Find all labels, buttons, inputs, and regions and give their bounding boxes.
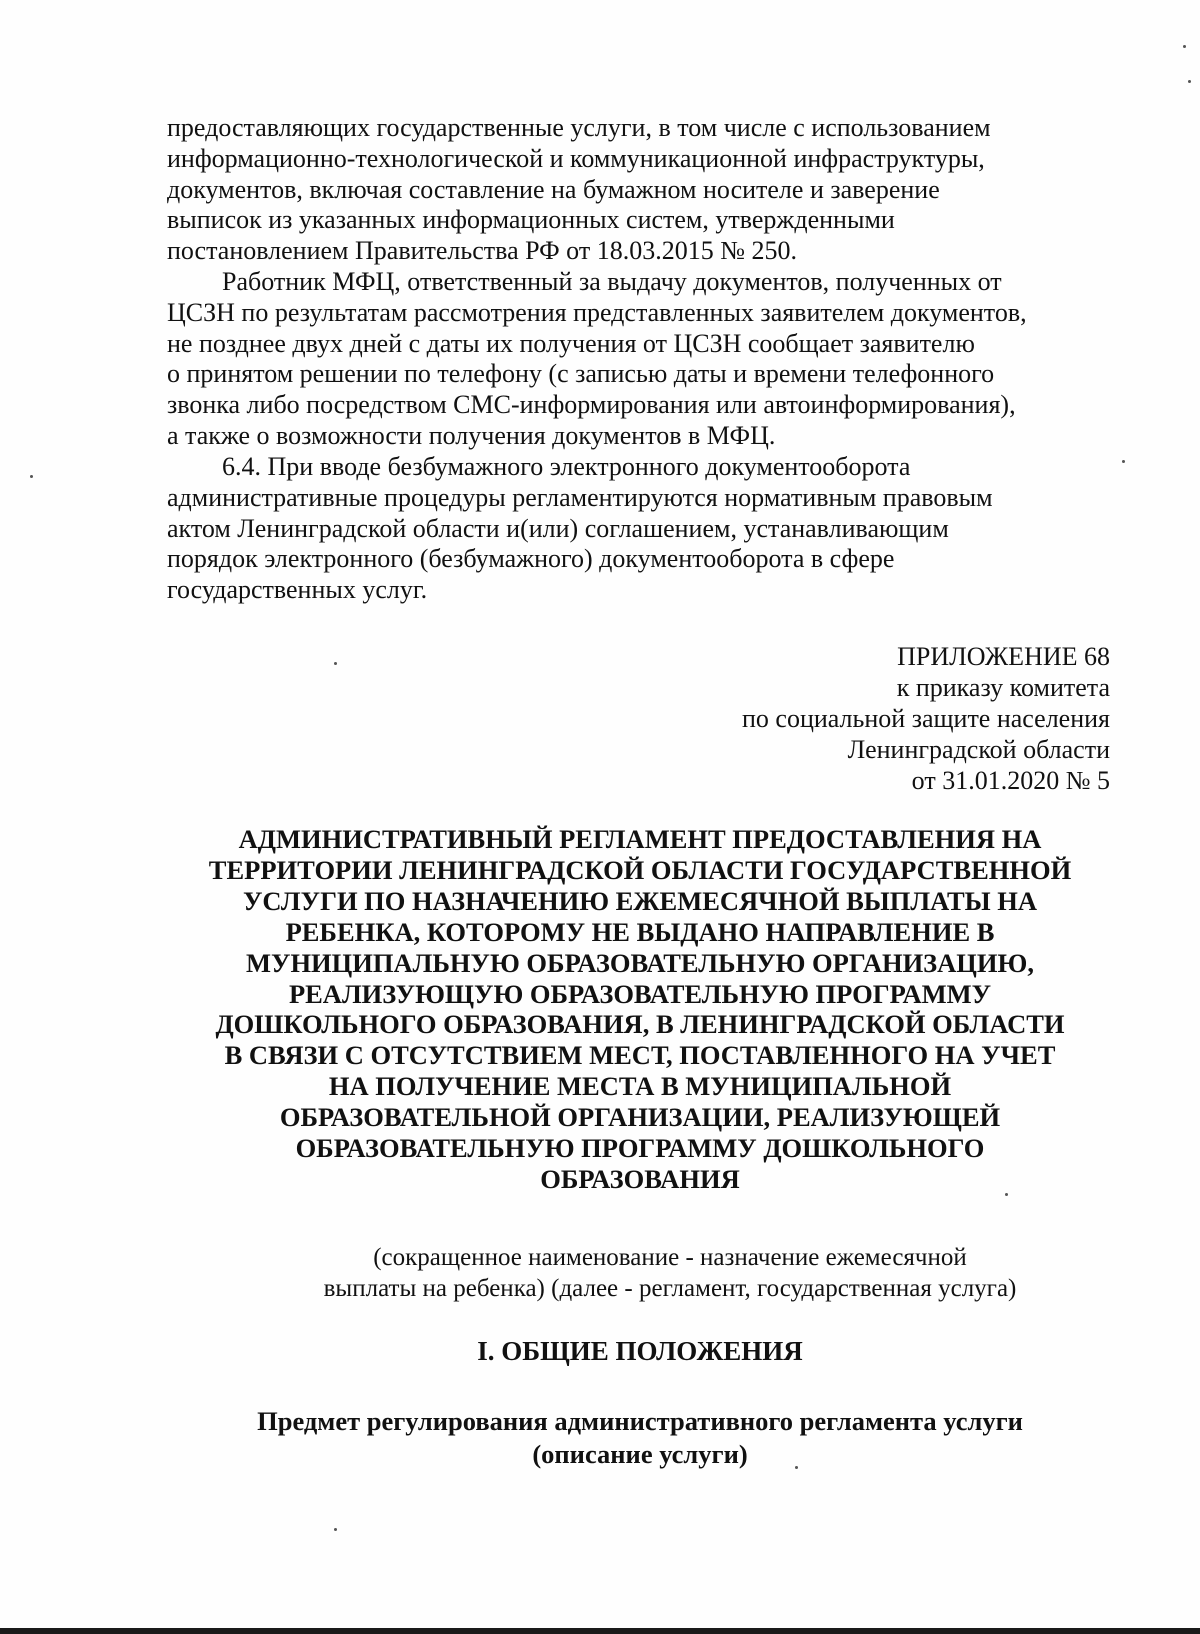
title-line: ДОШКОЛЬНОГО ОБРАЗОВАНИЯ, В ЛЕНИНГРАДСКОЙ ОБЛАСТИ — [215, 1009, 1065, 1040]
clause-6-4-paragraph — [167, 452, 1112, 606]
appendix-title: ПРИЛОЖЕНИЕ 68 — [897, 642, 1110, 671]
short-name-line: выплаты на ребенка) (далее - регламент, государственная услуга) — [323, 1274, 1017, 1302]
title-line: В СВЯЗИ С ОТСУТСТВИЕМ МЕСТ, ПОСТАВЛЕННОГО НА УЧЕТ — [224, 1040, 1056, 1071]
paragraph-line: звонка либо посредством СМС-информирования или автоинформирования), — [167, 390, 1016, 420]
paragraph-line: актом Ленинградской области и(или) соглашением, устанавливающим — [167, 513, 949, 543]
subject-heading-line: (описание услуги) — [532, 1439, 748, 1469]
short-name-note — [250, 1243, 1090, 1304]
scan-speck — [795, 1466, 798, 1469]
title-line: ОБРАЗОВАНИЯ — [540, 1163, 740, 1194]
subject-heading — [160, 1405, 1120, 1471]
paragraph-line: ЦСЗН по результатам рассмотрения представленных заявителем документов, — [167, 297, 1027, 327]
title-line: ОБРАЗОВАТЕЛЬНУЮ ПРОГРАММУ ДОШКОЛЬНОГО — [295, 1133, 985, 1164]
scan-speck — [1122, 460, 1125, 463]
appendix-date: от 31.01.2020 № 5 — [911, 766, 1110, 795]
title-line: АДМИНИСТРАТИВНЫЙ РЕГЛАМЕНТ ПРЕДОСТАВЛЕНИЯ НА — [238, 824, 1042, 854]
continuation-paragraph — [167, 113, 1112, 267]
scan-speck — [1183, 45, 1186, 48]
paragraph-line: порядок электронного (безбумажного) документооборота в сфере — [167, 544, 895, 574]
paragraph-line: государственных услуг. — [167, 575, 428, 605]
paragraph-line: не позднее двух дней с даты их получения от ЦСЗН сообщает заявителю — [167, 328, 975, 358]
title-line: УСЛУГИ ПО НАЗНАЧЕНИЮ ЕЖЕМЕСЯЧНОЙ ВЫПЛАТЫ НА — [242, 885, 1038, 916]
scan-speck — [1005, 1193, 1008, 1196]
paragraph-line: информационно-технологической и коммуникационной инфраструктуры, — [167, 143, 985, 173]
section-heading: I. ОБЩИЕ ПОЛОЖЕНИЯ — [477, 1336, 803, 1366]
mfc-paragraph — [167, 267, 1112, 452]
scan-speck — [1188, 80, 1191, 83]
title-line: РЕБЕНКА, КОТОРОМУ НЕ ВЫДАНО НАПРАВЛЕНИЕ В — [285, 916, 995, 947]
subject-heading-line: Предмет регулирования административного регламента услуги — [257, 1406, 1023, 1436]
scan-speck — [334, 1528, 337, 1531]
short-name-line: (сокращенное наименование - назначение ежемесячной — [373, 1244, 967, 1271]
paragraph-line: предоставляющих государственные услуги, в том числе с использованием — [167, 113, 991, 142]
title-line: ОБРАЗОВАТЕЛЬНОЙ ОРГАНИЗАЦИИ, РЕАЛИЗУЮЩЕЙ — [279, 1102, 1001, 1133]
scan-speck — [334, 662, 337, 665]
title-line: НА ПОЛУЧЕНИЕ МЕСТА В МУНИЦИПАЛЬНОЙ — [328, 1071, 952, 1102]
paragraph-line: 6.4. При вводе безбумажного электронного документооборота — [222, 452, 911, 481]
scan-speck — [30, 475, 33, 478]
title-line: РЕАЛИЗУЮЩУЮ ОБРАЗОВАТЕЛЬНУЮ ПРОГРАММУ — [288, 978, 992, 1009]
paragraph-line: выписок из указанных информационных систем, утвержденными — [167, 205, 895, 235]
paragraph-line: Работник МФЦ, ответственный за выдачу документов, полученных от — [222, 267, 1002, 296]
paragraph-line: постановлением Правительства РФ от 18.03.2015 № 250. — [167, 236, 798, 266]
paragraph-line: документов, включая составление на бумажном носителе и заверение — [167, 174, 940, 204]
appendix-block — [510, 641, 1110, 796]
title-line: МУНИЦИПАЛЬНУЮ ОБРАЗОВАТЕЛЬНУЮ ОРГАНИЗАЦИЮ, — [245, 947, 1034, 978]
paragraph-line: а также о возможности получения документов в МФЦ. — [167, 420, 776, 450]
appendix-line: Ленинградской области — [847, 735, 1110, 764]
scan-edge — [0, 1628, 1200, 1634]
document-title — [160, 824, 1120, 1195]
appendix-line: по социальной защите населения — [741, 704, 1110, 733]
paragraph-line: о принятом решении по телефону (с записью даты и времени телефонного — [167, 359, 995, 389]
title-line: ТЕРРИТОРИИ ЛЕНИНГРАДСКОЙ ОБЛАСТИ ГОСУДАРСТВЕННОЙ — [208, 854, 1072, 885]
paragraph-line: административные процедуры регламентируются нормативным правовым — [167, 482, 993, 512]
appendix-line: к приказу комитета — [896, 673, 1110, 702]
